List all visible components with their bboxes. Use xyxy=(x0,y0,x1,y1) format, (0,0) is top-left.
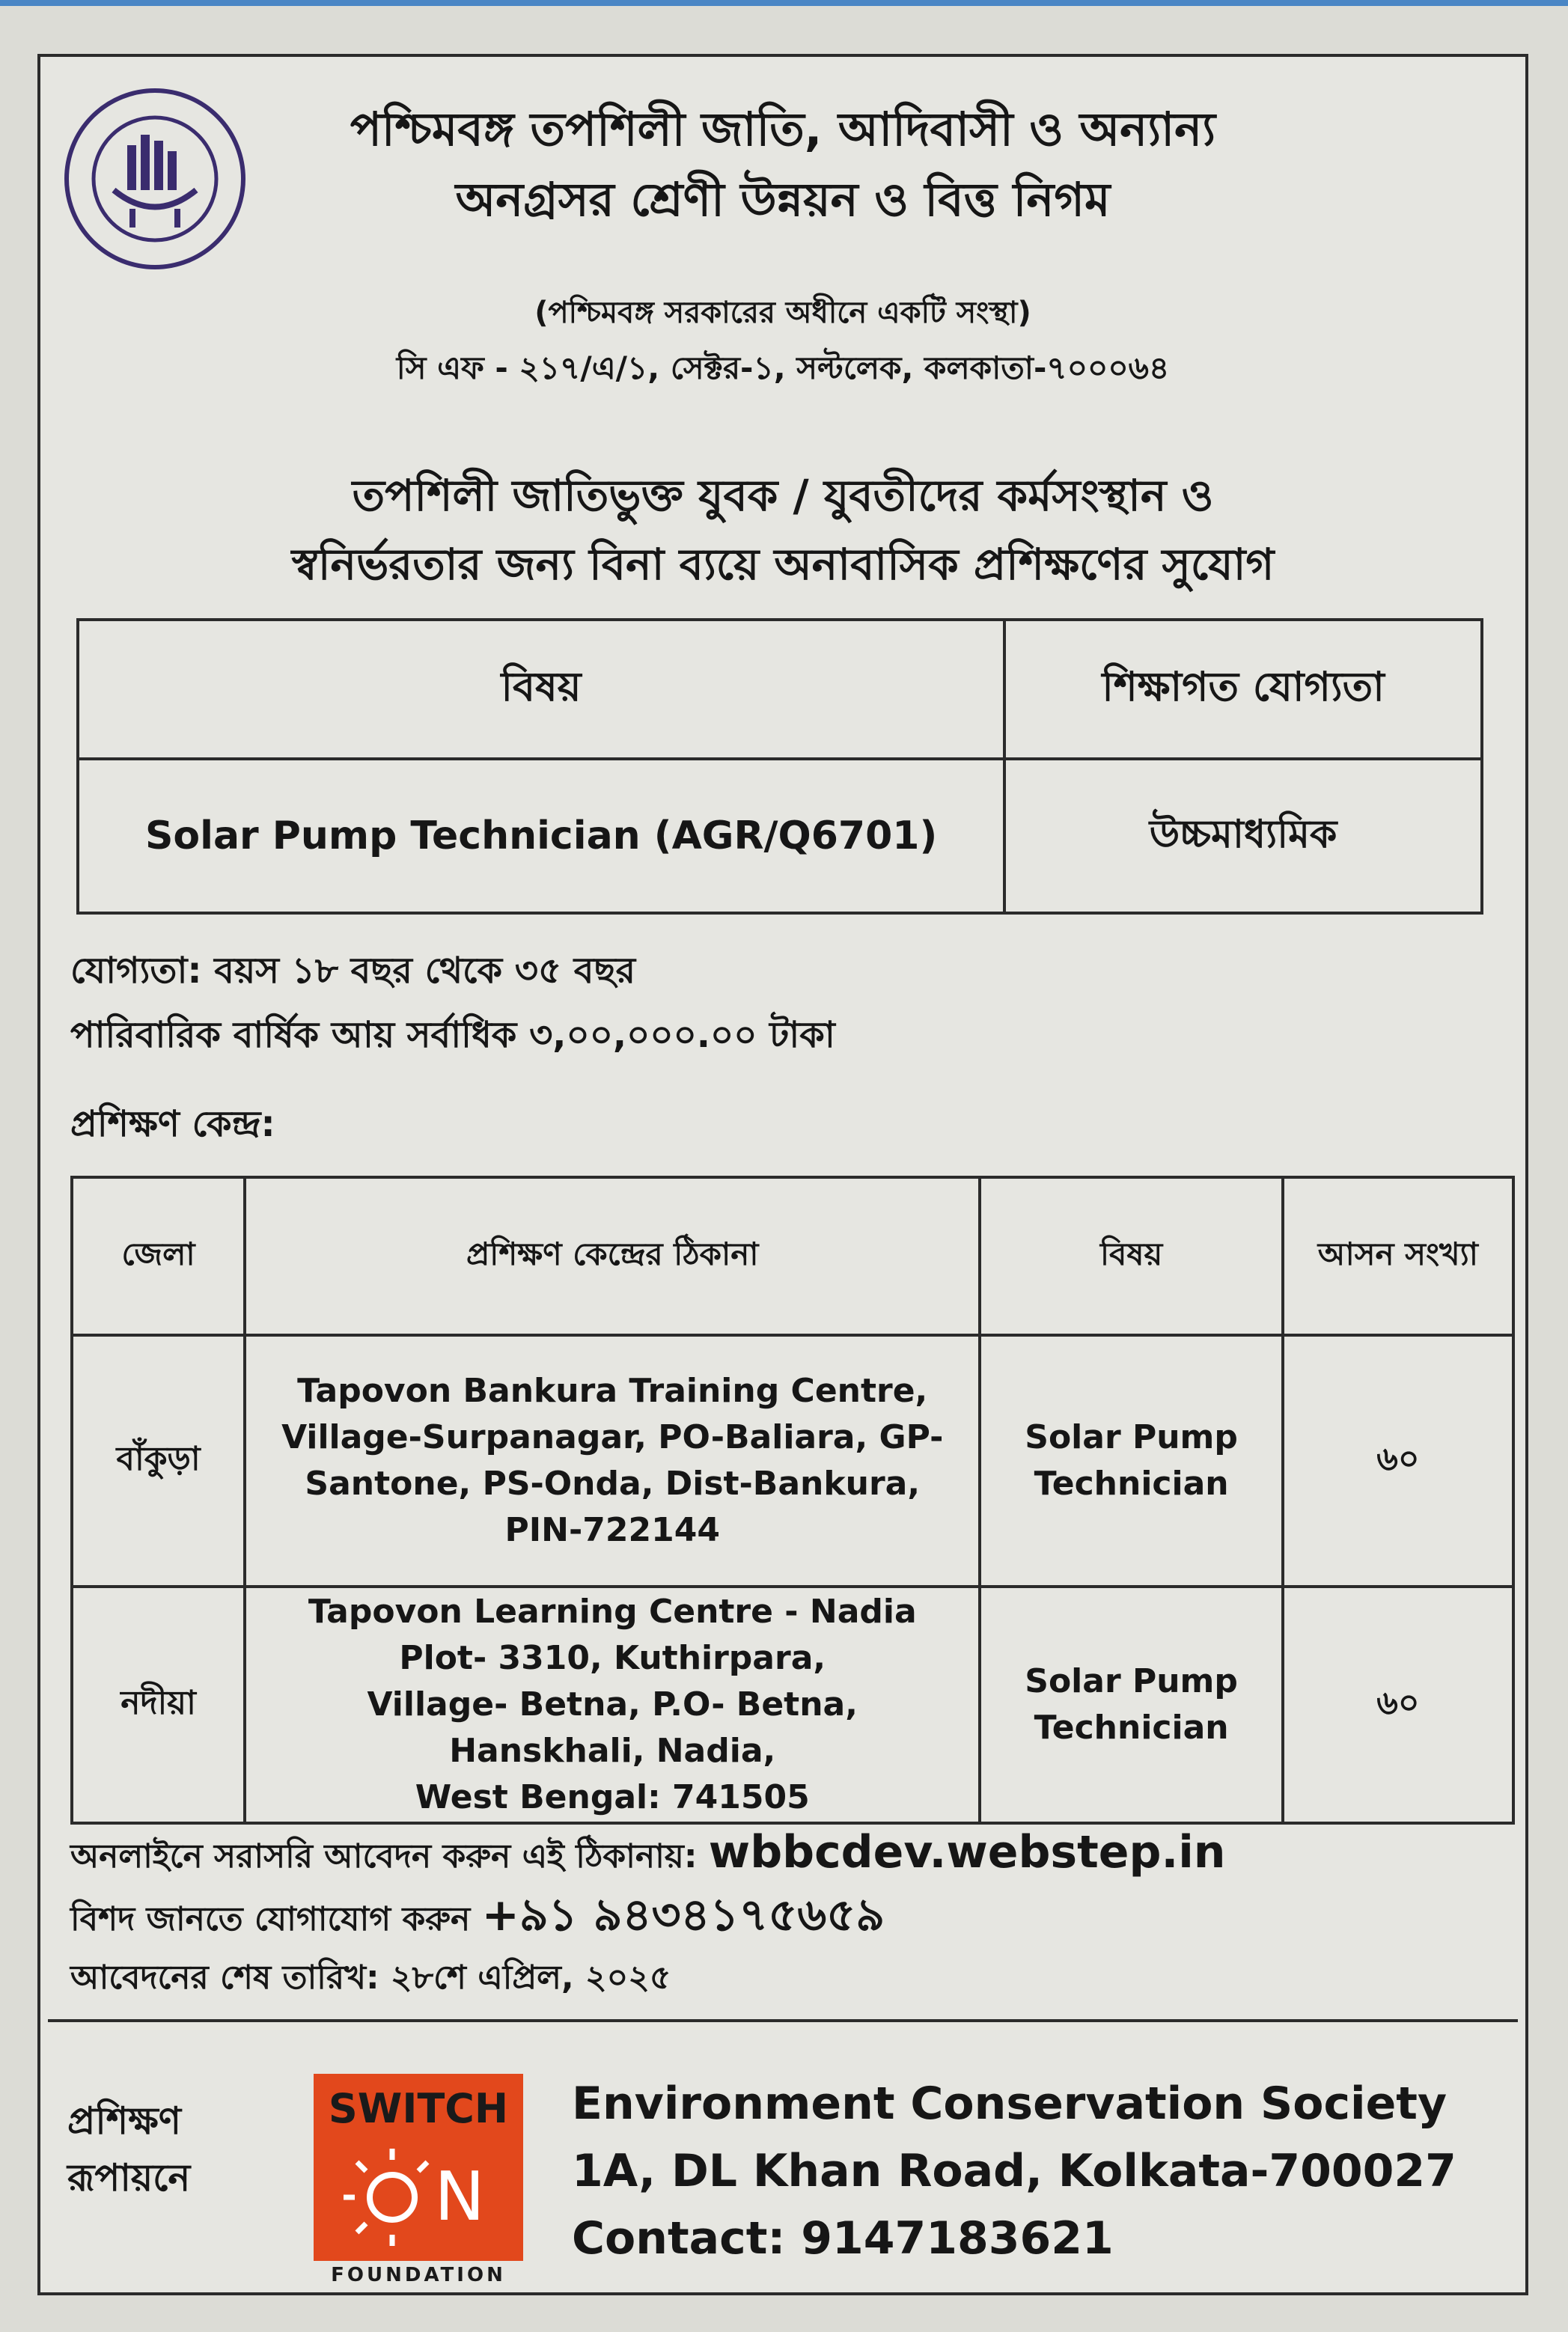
address-line: Village- Betna, P.O- Betna, xyxy=(367,1685,858,1724)
apply-info xyxy=(70,1823,1226,2007)
footer-divider xyxy=(48,2019,1518,2022)
subject-line: Solar Pump xyxy=(1025,1662,1238,1700)
programme-line-1: তপশিলী জাতিভুক্ত যুবক / যুবতীদের কর্মসংস্থান ও xyxy=(352,470,1214,521)
impl-line-2: রূপায়নে xyxy=(67,2156,191,2200)
address-cell xyxy=(245,1587,980,1823)
centres-table-header xyxy=(72,1177,1513,1335)
organization-name xyxy=(40,94,1525,235)
website-link[interactable]: wbbcdev.webstep.in xyxy=(708,1826,1226,1878)
apply-online-label: অনলাইনে সরাসরি আবেদন করুন এই ঠিকানায়: xyxy=(70,1837,698,1875)
org-line-1: পশ্চিমবঙ্গ তপশিলী জাতি, আদিবাসী ও অন্যান্য xyxy=(350,102,1216,156)
svg-text:N: N xyxy=(434,2158,485,2236)
address-line: West Bengal: 741505 xyxy=(415,1778,810,1816)
svg-text:FOUNDATION: FOUNDATION xyxy=(331,2264,506,2286)
course-table-row xyxy=(78,759,1482,913)
course-qualification: উচ্চমাধ্যমিক xyxy=(1004,759,1482,913)
course-subject: Solar Pump Technician (AGR/Q6701) xyxy=(78,759,1004,913)
centres-table xyxy=(70,1176,1515,1825)
implementing-organization xyxy=(572,2070,1456,2272)
implementation-label xyxy=(67,2093,190,2206)
course-table xyxy=(76,618,1483,915)
district-cell: বাঁকুড়া xyxy=(72,1335,245,1587)
organization-address: সি এফ - ২১৭/এ/১, সেক্টর-১, সল্টলেক, কলকাতা-৭০০০৬৪ xyxy=(396,350,1170,386)
svg-text:SWITCH: SWITCH xyxy=(328,2085,509,2132)
centres-header-district: জেলা xyxy=(72,1177,245,1335)
subject-cell xyxy=(980,1587,1282,1823)
seats-cell: ৬০ xyxy=(1283,1587,1513,1823)
ecs-contact: Contact: 9147183621 xyxy=(572,2212,1114,2265)
subject-line: Technician xyxy=(1034,1709,1229,1747)
ecs-address: 1A, DL Khan Road, Kolkata-700027 xyxy=(572,2145,1456,2197)
subject-line: Technician xyxy=(1034,1465,1229,1503)
organization-subtitle: (পশ্চিমবঙ্গ সরকারের অধীনে একটি সংস্থা) xyxy=(534,296,1031,330)
apply-online-line xyxy=(70,1823,1226,1886)
switch-on-foundation-logo xyxy=(310,2070,527,2287)
contact-phone: +৯১ ৯৪৩৪১৭৫৬৫৯ xyxy=(481,1889,885,1941)
course-header-subject: বিষয় xyxy=(78,620,1004,759)
programme-title xyxy=(40,461,1525,599)
programme-line-2: স্বনির্ভরতার জন্য বিনা ব্যয়ে অনাবাসিক প্রশিক্ষণের সুযোগ xyxy=(291,539,1275,590)
course-table-header xyxy=(78,620,1482,759)
eligibility xyxy=(70,938,835,1067)
apply-deadline: আবেদনের শেষ তারিখ: ২৮শে এপ্রিল, ২০২৫ xyxy=(70,1959,671,1997)
address-line: PIN-722144 xyxy=(504,1511,720,1549)
advertisement-frame xyxy=(37,54,1528,2295)
apply-contact-line xyxy=(70,1886,1226,1949)
course-header-qualification: শিক্ষাগত যোগ্যতা xyxy=(1004,620,1482,759)
table-row xyxy=(72,1587,1513,1823)
subject-cell xyxy=(980,1335,1282,1587)
contact-label: বিশদ জানতে যোগাযোগ করুন xyxy=(70,1900,471,1938)
address-line: Hanskhali, Nadia, xyxy=(449,1732,776,1770)
centres-heading: প্রশিক্ষণ কেন্দ্র: xyxy=(70,1103,275,1145)
centres-header-subject: বিষয় xyxy=(980,1177,1282,1335)
centres-header-seats: আসন সংখ্যা xyxy=(1283,1177,1513,1335)
org-line-2: অনগ্রসর শ্রেণী উন্নয়ন ও বিত্ত নিগম xyxy=(455,172,1111,227)
ecs-name: Environment Conservation Society xyxy=(572,2078,1447,2130)
seats-cell: ৬০ xyxy=(1283,1335,1513,1587)
eligibility-income: পারিবারিক বার্ষিক আয় সর্বাধিক ৩,০০,০০০.০০ টাকা xyxy=(70,1014,835,1056)
address-line: Tapovon Bankura Training Centre, xyxy=(297,1372,928,1410)
subject-line: Solar Pump xyxy=(1025,1418,1238,1456)
address-line: Plot- 3310, Kuthirpara, xyxy=(399,1639,826,1677)
top-accent-line xyxy=(0,0,1568,6)
district-cell: নদীয়া xyxy=(72,1587,245,1823)
centres-header-address: প্রশিক্ষণ কেন্দ্রের ঠিকানা xyxy=(245,1177,980,1335)
address-cell xyxy=(245,1335,980,1587)
table-row xyxy=(72,1335,1513,1587)
impl-line-1: প্রশিক্ষণ xyxy=(67,2099,181,2143)
address-line: Tapovon Learning Centre - Nadia xyxy=(308,1593,917,1631)
eligibility-age: যোগ্যতা: বয়স ১৮ বছর থেকে ৩৫ বছর xyxy=(70,950,636,992)
address-line: Santone, PS-Onda, Dist-Bankura, xyxy=(305,1465,921,1503)
address-line: Village-Surpanagar, PO-Baliara, GP- xyxy=(281,1418,944,1456)
